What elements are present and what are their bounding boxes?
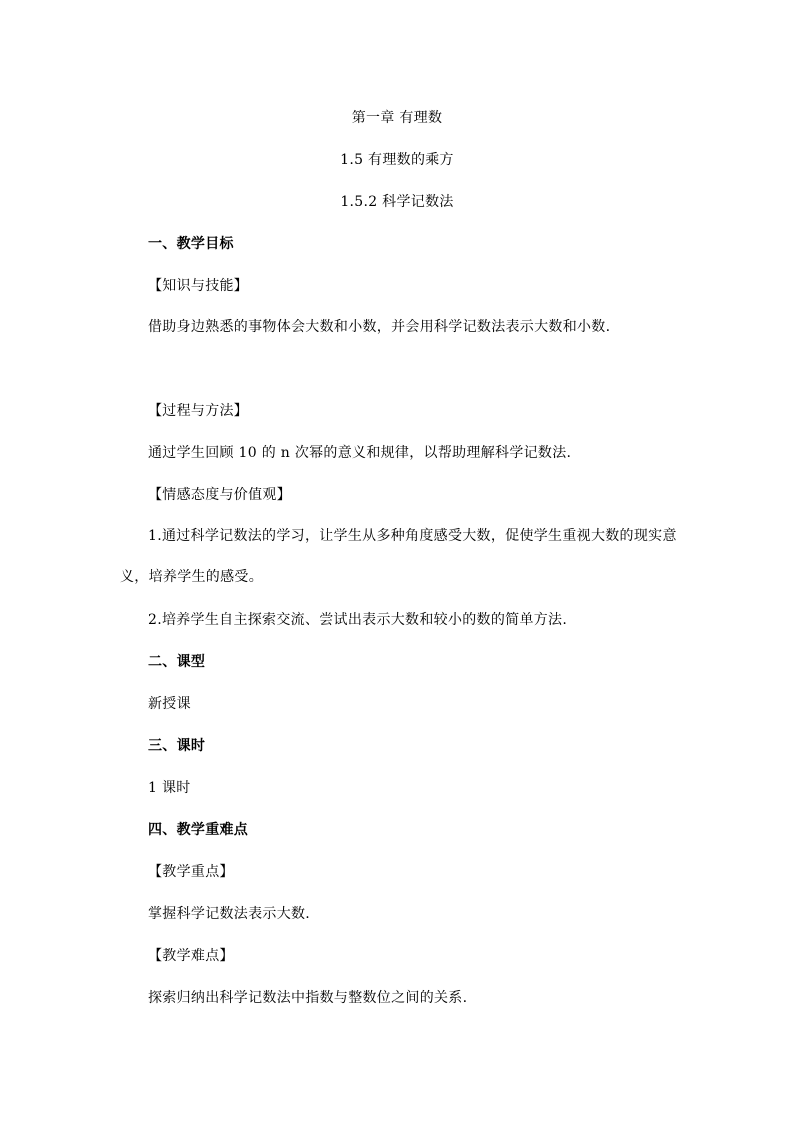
focus-text: 掌握科学记数法表示大数.: [148, 906, 311, 922]
difficulty-text: 探索归纳出科学记数法中指数与整数位之间的关系.: [148, 990, 468, 1006]
key-points-heading: 四、教学重难点: [148, 822, 249, 838]
lesson-type-heading: 二、课型: [148, 654, 206, 670]
knowledge-text: 借助身边熟悉的事物体会大数和小数，并会用科学记数法表示大数和小数.: [148, 319, 611, 335]
objectives-heading: 一、教学目标: [148, 236, 234, 252]
lesson-hours-heading: 三、课时: [148, 738, 206, 754]
section-title: 1.5 有理数的乘方: [340, 152, 454, 168]
process-text: 通过学生回顾 10 的 n 次幂的意义和规律，以帮助理解科学记数法.: [148, 445, 572, 461]
attitude-item-2: 2.培养学生自主探索交流、尝试出表示大数和较小的数的简单方法.: [148, 612, 568, 628]
attitude-label: 【情感态度与价值观】: [148, 487, 291, 503]
difficulty-label: 【教学难点】: [148, 948, 234, 964]
lesson-hours-text: 1 课时: [148, 780, 191, 796]
subsection-title: 1.5.2 科学记数法: [340, 194, 454, 210]
focus-label: 【教学重点】: [148, 864, 234, 880]
attitude-item-1: 1.通过科学记数法的学习，让学生从多种角度感受大数，促使学生重视大数的现实意义，培养学生的感受。: [120, 528, 677, 585]
chapter-title: 第一章 有理数: [351, 110, 443, 126]
knowledge-label: 【知识与技能】: [148, 278, 249, 294]
lesson-type-text: 新授课: [148, 696, 191, 712]
process-label: 【过程与方法】: [148, 403, 249, 419]
